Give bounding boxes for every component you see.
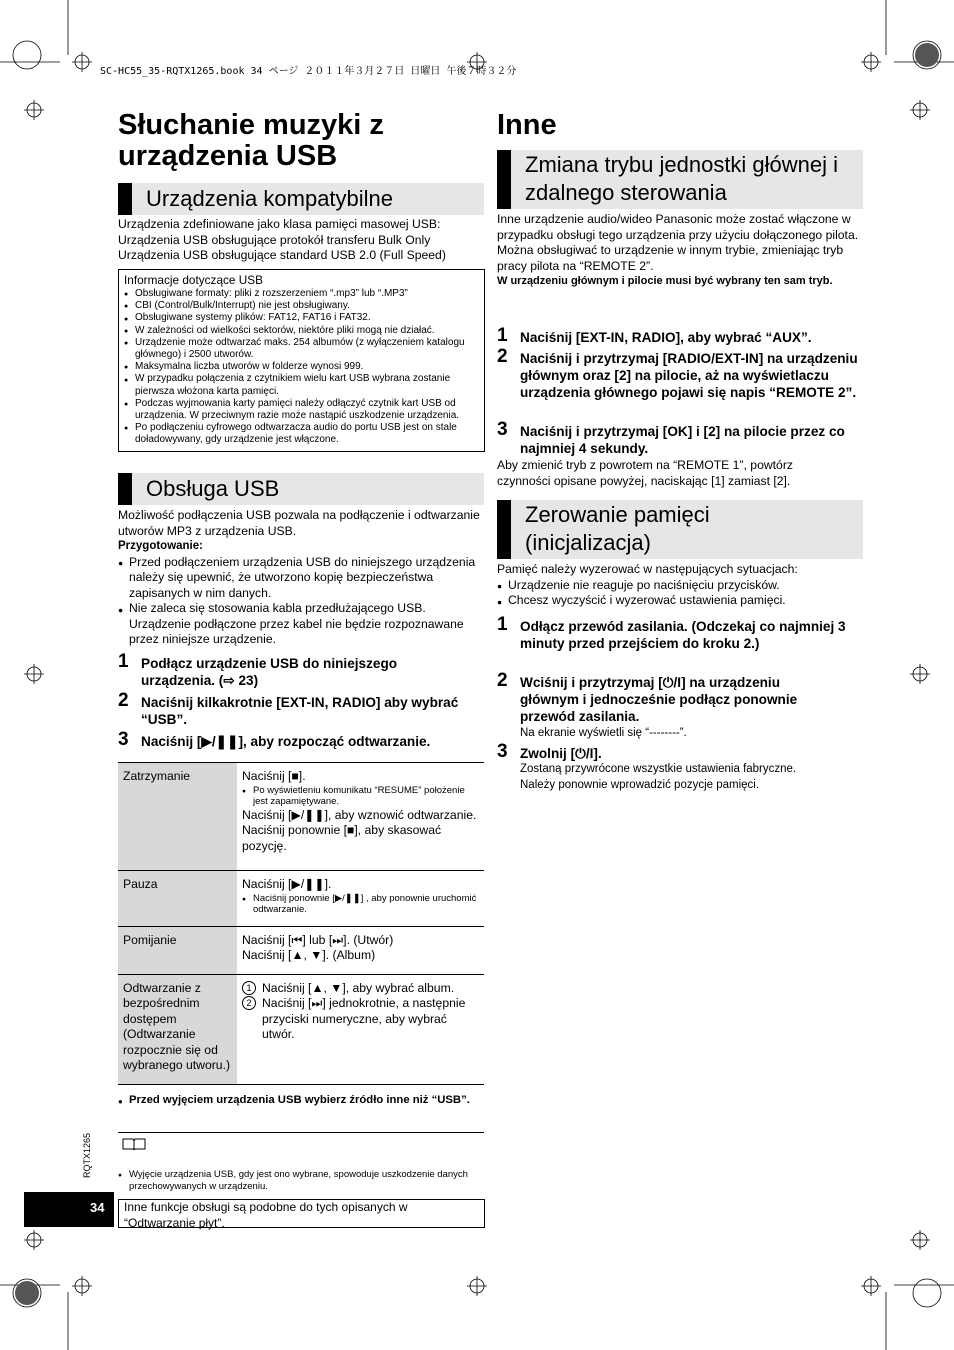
note-item: ● Wyjęcie urządzenia USB, gdy jest ono wybrane, spowoduje uszkodzenie danych przechowywanych w urządzeniu.	[118, 1169, 484, 1193]
info-item: ● Po podłączeniu cyfrowego odtwarzacza audio do portu USB jest on stale doładowywany, gdy urządzenie jest włączone.	[124, 422, 479, 446]
section-bar	[497, 150, 511, 209]
step-text: Podłącz urządzenie USB do niniejszego urządzenia. (⇨ 23)	[141, 656, 398, 688]
reset-item: ● Urządzenie nie reaguje po naciśnięciu przycisków.	[497, 578, 863, 594]
section-title-line-2: (inicjalizacja)	[525, 530, 651, 555]
step-text: Zwolnij [⏻/I].	[520, 746, 602, 761]
step-number: 2	[497, 670, 508, 691]
section-bar	[118, 473, 132, 505]
info-item: ● W zależności od wielkości sektorów, niektóre pliki mogą nie działać.	[124, 325, 479, 337]
mode-bold-note: W urządzeniu głównym i pilocie musi być wybrany ten sam tryb.	[497, 275, 833, 287]
row-line: Naciśnij [▶/❚❚].	[242, 877, 332, 891]
section-header-mode-change	[497, 150, 863, 209]
mode-p1: Inne urządzenie audio/wideo Panasonic może zostać włączone w przypadku obsługi tego urządzenia przy użyciu dołączonego pilota.	[497, 212, 859, 242]
section-title-line-1: Zmiana trybu jednostki głównej i	[525, 152, 839, 177]
row-label: Zatrzymanie	[118, 763, 237, 871]
info-item: ● Obsługiwane systemy plików: FAT12, FAT16 i FAT32.	[124, 312, 479, 324]
prep-item: ● Nie zaleca się stosowania kabla przedłużającego USB. Urządzenie podłączone przez kabel nie będzie rozpoznawane przez niniejsze urządzenie.	[118, 601, 484, 648]
reset-intro: Pamięć należy wyzerować w następujących sytuacjach:	[497, 562, 798, 576]
prep-item: ● Przed podłączeniem urządzenia USB do niniejszego urządzenia należy się upewnić, że utworzono kopię bezpieczeństwa zapisanych w nim danych.	[118, 555, 484, 602]
section-title: Obsługa USB	[146, 476, 280, 501]
step-subtext	[520, 762, 860, 793]
row-label: Odtwarzanie z bezpośrednim dostępem (Odtwarzanie rozpocznie się od wybranego utworu.)	[118, 974, 237, 1084]
step-text: Naciśnij [EXT-IN, RADIO], aby wybrać “AUX”.	[520, 330, 812, 345]
title-line-2: urządzenia USB	[118, 140, 338, 172]
section-title	[525, 501, 710, 557]
step-text: Naciśnij [▶/❚❚], aby rozpocząć odtwarzanie.	[141, 734, 431, 749]
info-item: ● CBI (Control/Bulk/Interrupt) nie jest obsługiwany.	[124, 300, 479, 312]
step-text: Wciśnij i przytrzymaj [⏻/I] na urządzeniu głównym i jednocześnie podłącz ponownie przewód zasilania.	[520, 675, 798, 724]
reset-item: ● Chcesz wyczyścić i wyzerować ustawienia pamięci.	[497, 593, 863, 609]
section-title-line-2: zdalnego sterowania	[525, 180, 727, 205]
other-functions-box: Inne funkcje obsługi są podobne do tych opisanych w “Odtwarzanie płyt”.	[118, 1199, 485, 1228]
info-box-title: Informacje dotyczące USB	[124, 273, 263, 287]
row-content	[237, 871, 484, 927]
table-row	[118, 871, 484, 927]
page-title-right: Inne	[497, 109, 557, 141]
step-number: 1	[497, 614, 508, 635]
step-text: Odłącz przewód zasilania. (Odczekaj co najmniej 3 minuty przed przejściem do kroku 2.)	[520, 619, 846, 651]
row-content	[237, 763, 484, 871]
row-item	[242, 996, 479, 1043]
compatible-line: Urządzenia USB obsługujące standard USB 2.0 (Full Speed)	[118, 248, 446, 262]
row-note: ● Po wyświetleniu komunikatu “RESUME” położenie jest zapamiętywane.	[242, 785, 479, 808]
row-label: Pauza	[118, 871, 237, 927]
section-title-line-1: Zerowanie pamięci	[525, 502, 710, 527]
step-number: 1	[497, 325, 508, 346]
doc-code: RQTX1265	[82, 1132, 92, 1178]
step-number: 3	[497, 419, 508, 440]
section-title: Urządzenia kompatybilne	[146, 186, 394, 211]
row-line: Naciśnij [■].	[242, 769, 306, 783]
step-subtext: Na ekranie wyświetli się “--------”.	[520, 727, 687, 739]
note-divider	[118, 1132, 484, 1133]
info-item: ● Maksymalna liczba utworów w folderze wynosi 999.	[124, 361, 479, 373]
compatible-text	[118, 217, 488, 264]
mode-change-text	[497, 212, 863, 289]
compatible-line: Urządzenia zdefiniowane jako klasa pamięci masowej USB:	[118, 217, 441, 231]
info-item: ● Podczas wyjmowania karty pamięci należy odłączyć czytnik kart USB od urządzenia. W przeciwnym razie może nastąpić uszkodzenie urządzenia.	[124, 398, 479, 422]
step-number: 1	[118, 651, 129, 672]
row-line: Naciśnij [▲, ▼]. (Album)	[242, 948, 376, 962]
step-number: 3	[118, 729, 129, 750]
warning-text: ● Przed wyjęciem urządzenia USB wybierz źródło inne niż “USB”.	[118, 1093, 484, 1108]
usb-info-box	[118, 269, 485, 452]
section-bar	[118, 183, 132, 215]
section-bar	[497, 500, 511, 559]
mode-after-text: Aby zmienić tryb z powrotem na “REMOTE 1”, powtórz czynności opisane powyżej, naciskając [1] zamiast [2].	[497, 458, 793, 488]
row-item-text: Naciśnij [⏭] jednokrotnie, a następnie przyciski numeryczne, aby wybrać utwór.	[262, 996, 466, 1041]
info-item: ● Urządzenie może odtwarzać maks. 254 albumów (z wyłączeniem katalogu głównego) i 2500 utworów.	[124, 337, 479, 361]
step-subtext-line: Zostaną przywrócone wszystkie ustawienia fabryczne.	[520, 763, 797, 775]
usb-intro: Możliwość podłączenia USB pozwala na podłączenie i odtwarzanie utworów MP3 z urządzenia USB.	[118, 508, 480, 538]
row-label: Pomijanie	[118, 926, 237, 974]
row-line: Naciśnij ponownie [■], aby skasować pozycję.	[242, 823, 442, 853]
step-text: Naciśnij i przytrzymaj [OK] i [2] na pilocie przez co najmniej 4 sekundy.	[520, 424, 845, 456]
step-text: Naciśnij kilkakrotnie [EXT-IN, RADIO] aby wybrać “USB”.	[141, 695, 459, 727]
circled-number: 1	[242, 981, 256, 995]
info-item: ● Obsługiwane formaty: pliki z rozszerzeniem “.mp3” lub “.MP3”	[124, 288, 479, 300]
book-note-icon	[122, 1137, 146, 1149]
table-row	[118, 926, 484, 974]
usb-operation-text	[118, 508, 484, 648]
page-title-left	[118, 110, 384, 172]
operations-table	[118, 762, 484, 1085]
table-row	[118, 974, 484, 1084]
step-text: Naciśnij i przytrzymaj [RADIO/EXT-IN] na urządzeniu głównym oraz [2] na pilocie, aż na wyświetlaczu urządzenia głównego pojawi się napis “REMOTE 2”.	[520, 351, 858, 400]
row-item-text: Naciśnij [▲, ▼], aby wybrać album.	[262, 980, 455, 995]
section-header-memory-reset	[497, 500, 863, 559]
page-number: 34	[90, 1200, 105, 1215]
mode-p2: Można obsługiwać to urządzenie w innym trybie, zmieniając tryb pracy pilota na “REMOTE 2”.	[497, 243, 844, 273]
step-number: 2	[118, 690, 129, 711]
row-content	[237, 926, 484, 974]
row-item	[242, 981, 479, 997]
row-note: ● Naciśnij ponownie [▶/❚❚] , aby ponownie uruchomić odtwarzanie.	[242, 893, 479, 916]
title-line-1: Słuchanie muzyki z	[118, 109, 384, 141]
section-header-usb-operation	[118, 473, 484, 505]
row-content	[237, 974, 484, 1084]
step-number: 3	[497, 741, 508, 762]
compatible-line: Urządzenia USB obsługujące protokół transferu Bulk Only	[118, 232, 431, 247]
section-title	[525, 151, 838, 207]
row-line: Naciśnij [⏮] lub [⏭]. (Utwór)	[242, 932, 394, 947]
info-item: ● W przypadku połączenia z czytnikiem wielu kart USB wybrana zostanie pierwsza włożona karta pamięci.	[124, 373, 479, 397]
book-header-line: SC-HC55_35-RQTX1265.book 34 ページ ２０１１年３月２７日 日曜日 午後７時３２分	[100, 66, 517, 77]
row-line: Naciśnij [▶/❚❚], aby wznowić odtwarzanie.	[242, 807, 477, 822]
step-subtext-line: Należy ponownie wprowadzić pozycje pamięci.	[520, 778, 760, 791]
prep-label: Przygotowanie:	[118, 540, 203, 552]
section-header-compatible	[118, 183, 484, 215]
memory-reset-text	[497, 562, 863, 609]
table-row	[118, 763, 484, 871]
step-number: 2	[497, 346, 508, 367]
circled-number: 2	[242, 996, 256, 1010]
